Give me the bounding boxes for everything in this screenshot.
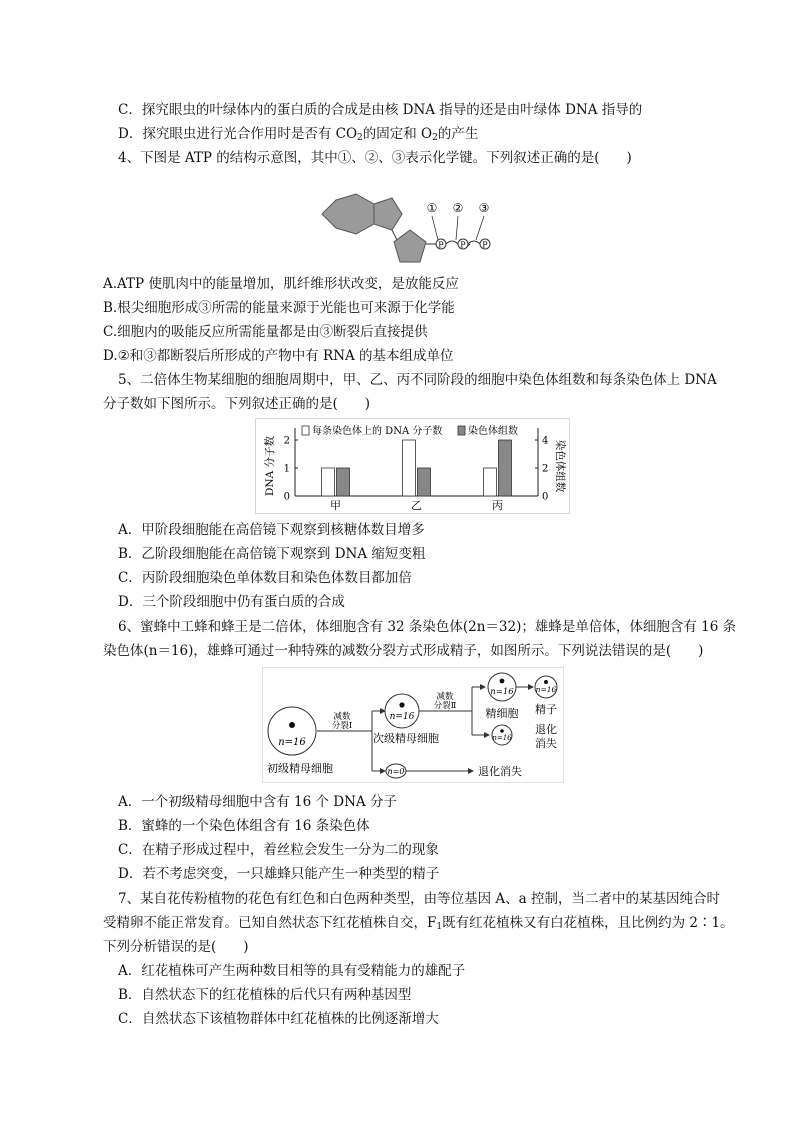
q7-stem-line1: 7、某自花传粉植物的花色有红色和白色两种类型，由等位基因 A、a 控制，当二者中的某基因纯合时: [118, 891, 720, 907]
q6-option-d: D．若不考虑突变，一只雄蜂只能产生一种类型的精子: [118, 866, 440, 882]
y2-tick-label: 0: [542, 491, 549, 503]
secondary-label: 次级精母细胞: [373, 732, 439, 745]
q5-option-b: B．乙阶段细胞能在高倍镜下观察到 DNA 缩短变粗: [118, 546, 426, 562]
sperm-label: 精子: [535, 703, 557, 716]
bar-chromosome-sets-0: [337, 468, 350, 496]
y2-tick-label: 4: [542, 435, 549, 447]
meiosis-2-label-b: 分裂Ⅱ: [433, 701, 457, 711]
q5-option-a: A．甲阶段细胞能在高倍镜下观察到核糖体数目增多: [118, 522, 425, 538]
primary-nucleus: [289, 722, 295, 728]
degenerate-n-label: n=16: [492, 734, 512, 742]
sperm-nucleus: [544, 680, 548, 684]
q7-option-a: A．红花植株可产生两种数目相等的具有受精能力的雄配子: [118, 963, 466, 979]
phosphate-label-2: P: [460, 240, 466, 250]
adenine-pentagon: [374, 198, 402, 230]
spermatid-n-label: n=16: [490, 687, 514, 697]
x-category-label: 甲: [330, 499, 341, 512]
q4-option-d: D.②和③都断裂后所形成的产物中有 RNA 的基本组成单位: [103, 348, 454, 364]
bar-dna-2: [484, 468, 497, 496]
y-tick-label: 1: [283, 463, 290, 475]
q6-option-a: A．一个初级精母细胞中含有 16 个 DNA 分子: [118, 794, 397, 810]
legend-swatch-chromosome-sets: [458, 426, 465, 435]
y-axis-label: DNA 分子数: [264, 435, 276, 497]
q4-option-a: A.ATP 使肌肉中的能量增加，肌纤维形状改变，是放能反应: [103, 276, 459, 292]
bond-label-3: ③: [478, 201, 490, 215]
q7-stem-line2: 受精卵不能正常发育。已知自然状态下红花植株自交，$F_1$既有红花植株又有白花植株，且比例约为 2∶1。: [103, 915, 734, 932]
bond-label-2: ②: [452, 201, 464, 215]
q4-option-b: B.根尖细胞形成③所需的能量来源于光能也可来源于化学能: [103, 300, 455, 316]
primary-label: 初级精母细胞: [267, 762, 333, 775]
secondary-nucleus: [399, 702, 404, 707]
q5-option-d: D．三个阶段细胞中仍有蛋白质的合成: [118, 594, 345, 610]
spermatid-label: 精细胞: [485, 707, 519, 720]
meiosis-2-label-a: 减数: [436, 692, 454, 702]
phosphate-label-1: P: [438, 240, 444, 250]
q5-stem-line1: 5、二倍体生物某细胞的细胞周期中，甲、乙、丙不同阶段的细胞中染色体组数和每条染色体上 DNA: [118, 372, 717, 388]
bar-chromosome-sets-2: [499, 440, 512, 496]
x-category-label: 丙: [492, 499, 503, 512]
q6-stem-line1: 6、蜜蜂中工蜂和蜂王是二倍体，体细胞含有 32 条染色体(2n＝32)；雄蜂是单倍体，体细胞含有 16 条: [118, 619, 737, 635]
atp-structure-figure: [318, 190, 528, 270]
phosphate-label-3: P: [482, 240, 488, 250]
meiosis-1-label-b: 分裂Ⅰ: [331, 721, 353, 731]
bar-dna-1: [403, 440, 416, 496]
legend-swatch-dna: [302, 426, 309, 435]
meiosis-1-label-a: 减数: [333, 712, 351, 722]
n0-label: n=0: [387, 767, 405, 776]
q5-option-c: C．丙阶段细胞染色单体数目和染色体数目都加倍: [118, 570, 412, 586]
secondary-spermatocyte-cell: [385, 694, 419, 728]
degenerate-label-1a: 退化: [535, 723, 557, 736]
degenerate-label-1b: 消失: [535, 737, 557, 750]
q7-option-c: C．自然状态下该植物群体中红花植株的比例逐渐增大: [118, 1011, 439, 1027]
y2-axis-label: 染色体组数: [554, 439, 566, 493]
bar-dna-0: [322, 468, 335, 496]
q3-option-c: C．探究眼虫的叶绿体内的蛋白质的合成是由核 DNA 指导的还是由叶绿体 DNA 指导的: [118, 102, 643, 118]
x-category-label: 乙: [411, 499, 422, 512]
bar-chromosome-sets-1: [418, 468, 431, 496]
bee-spermatogenesis-diagram: [262, 667, 564, 783]
ribose-pentagon: [394, 230, 426, 262]
q4-option-c: C.细胞内的吸能反应所需能量都是由③断裂后直接提供: [103, 324, 428, 340]
degenerate-label-2: 退化消失: [478, 765, 522, 778]
sperm-n-label: n=16: [535, 685, 557, 694]
q4-stem: 4、下图是 ATP 的结构示意图，其中①、②、③表示化学键。下列叙述正确的是( ): [118, 150, 632, 166]
y-tick-label: 0: [283, 491, 290, 503]
q7-option-b: B．自然状态下的红花植株的后代只有两种基因型: [118, 987, 412, 1003]
q6-option-c: C．在精子形成过程中，着丝粒会发生一分为二的现象: [118, 842, 439, 858]
spermatid-nucleus: [500, 679, 505, 684]
y-tick-label: 2: [283, 435, 290, 447]
adenine-hexagon: [322, 194, 374, 234]
q6-option-b: B．蜜蜂的一个染色体组含有 16 条染色体: [118, 818, 370, 834]
secondary-n-label: n=16: [389, 712, 415, 722]
y2-tick-label: 2: [542, 463, 549, 475]
degenerate-nucleus: [500, 729, 504, 733]
q6-stem-line2: 染色体(n＝16)，雄蜂可通过一种特殊的减数分裂方式形成精子，如图所示。下列说法错误的是( ): [103, 643, 704, 659]
q5-bar-chart: [255, 418, 570, 514]
primary-n-label: n=16: [278, 737, 306, 748]
legend-label-dna: 每条染色体上的 DNA 分子数: [312, 426, 443, 437]
q5-stem-line2: 分子数如下图所示。下列叙述正确的是( ): [103, 396, 371, 412]
q7-stem-line3: 下列分析错误的是( ): [103, 939, 249, 955]
q3-option-d: D．探究眼虫进行光合作用时是否有 $CO_2$的固定和 $O_2$的产生: [118, 126, 479, 143]
bond-label-1: ①: [426, 201, 438, 215]
legend-label-chromosome-sets: 染色体组数: [468, 426, 518, 437]
